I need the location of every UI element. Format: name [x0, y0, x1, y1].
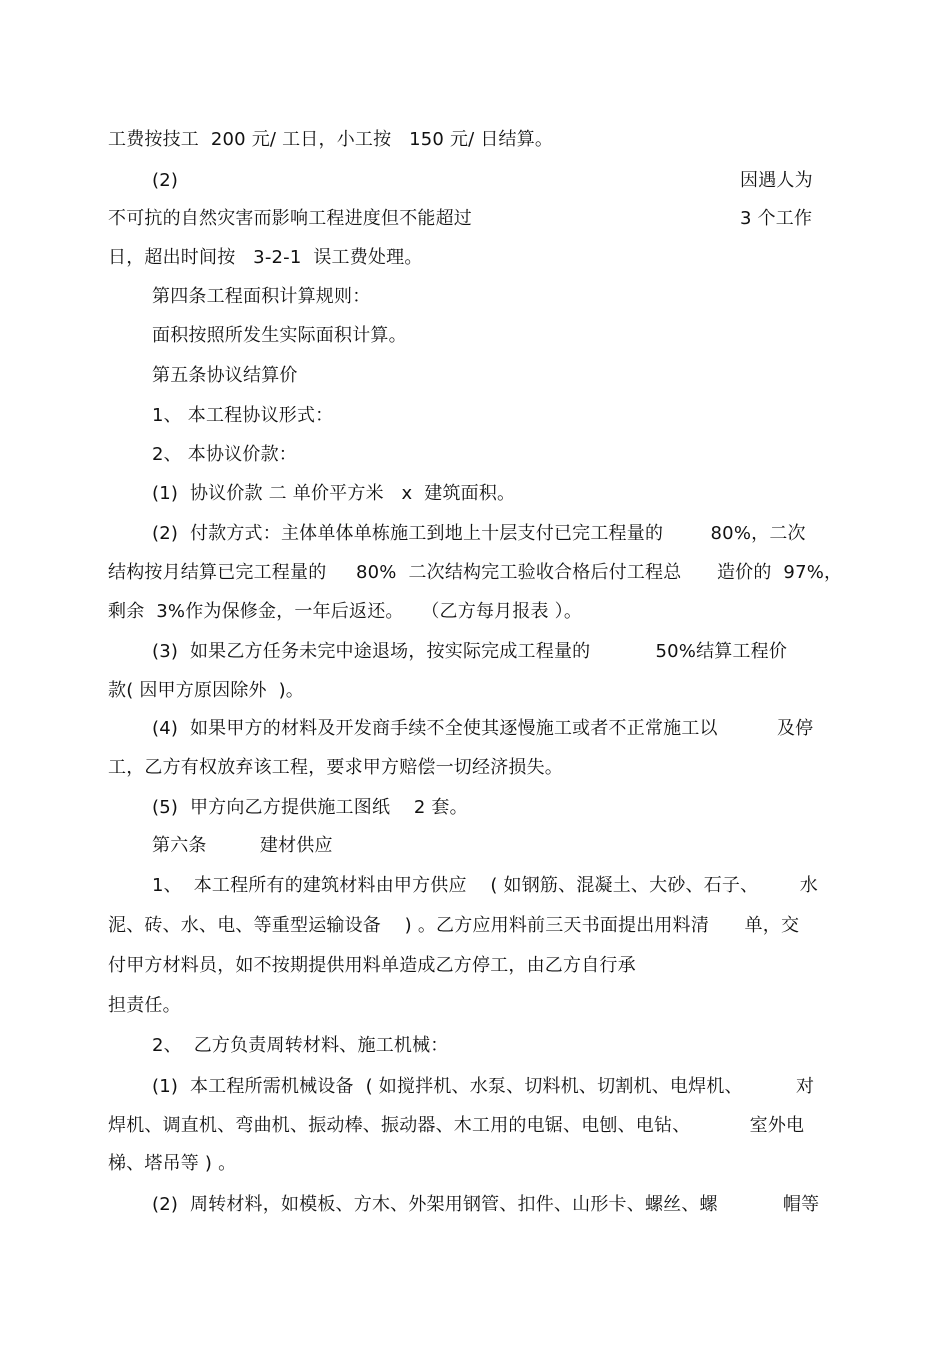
text-line-4: 不可抗的自然灾害而影响工程进度但不能超过: [108, 208, 472, 229]
text-line-27: (1) 本工程所需机械设备 ( 如搅拌机、水泵、切料机、切割机、电焊机、 对: [152, 1076, 815, 1097]
text-line-18: (4) 如果甲方的材料及开发商手续不全使其逐慢施工或者不正常施工以 及停: [152, 718, 814, 739]
text-line-1: 工费按技工 200 元/ 工日，小工按 150 元/ 日结算。: [108, 129, 554, 150]
text-line-13: (2) 付款方式：主体单体单栋施工到地上十层支付已完工程量的 80%，二次: [152, 523, 806, 544]
text-line-23: 泥、砖、水、电、等重型运输设备 ) 。乙方应用料前三天书面提出用料清 单，交: [108, 915, 800, 936]
text-line-17: 款( 因甲方原因除外 )。: [108, 680, 305, 701]
text-line-2: (2): [152, 170, 179, 191]
text-line-24: 付甲方材料员，如不按期提供用料单造成乙方停工，由乙方自行承: [108, 955, 636, 976]
text-line-30: (2) 周转材料，如模板、方木、外架用钢管、扣件、山形卡、螺丝、螺 帽等: [152, 1194, 820, 1215]
text-line-12: (1) 协议价款 二 单价平方米 x 建筑面积。: [152, 483, 516, 504]
text-line-7: 第四条工程面积计算规则：: [152, 286, 371, 307]
text-line-16: (3) 如果乙方任务未完中途退场，按实际完成工程量的 50%结算工程价: [152, 641, 788, 662]
text-line-11: 2、 本协议价款：: [152, 444, 297, 465]
text-line-9: 第五条协议结算价: [152, 365, 298, 386]
text-line-22: 1、 本工程所有的建筑材料由甲方供应 ( 如钢筋、混凝土、大砂、石子、 水: [152, 875, 818, 896]
text-line-14: 结构按月结算已完工程量的 80% 二次结构完工验收合格后付工程总 造价的 97%，: [108, 562, 843, 583]
text-line-5: 3 个工作: [740, 208, 813, 229]
text-line-15: 剩余 3%作为保修金，一年后返还。 （乙方每月报表 ）。: [108, 601, 583, 622]
text-line-29: 梯、塔吊等 ) 。: [108, 1153, 237, 1174]
text-line-25: 担责任。: [108, 995, 181, 1016]
text-line-21: 第六条 建材供应: [152, 835, 333, 856]
text-line-6: 日，超出时间按 3-2-1 误工费处理。: [108, 247, 423, 268]
text-line-19: 工，乙方有权放弃该工程，要求甲方赔偿一切经济损失。: [108, 757, 563, 778]
text-line-28: 焊机、调直机、弯曲机、振动棒、振动器、木工用的电锯、电刨、电钻、 室外电: [108, 1115, 805, 1136]
text-line-10: 1、 本工程协议形式：: [152, 405, 334, 426]
text-line-8: 面积按照所发生实际面积计算。: [152, 325, 407, 346]
text-line-26: 2、 乙方负责周转材料、施工机械：: [152, 1035, 449, 1056]
text-line-20: (5) 甲方向乙方提供施工图纸 2 套。: [152, 797, 468, 818]
text-line-3: 因遇人为: [740, 170, 813, 191]
